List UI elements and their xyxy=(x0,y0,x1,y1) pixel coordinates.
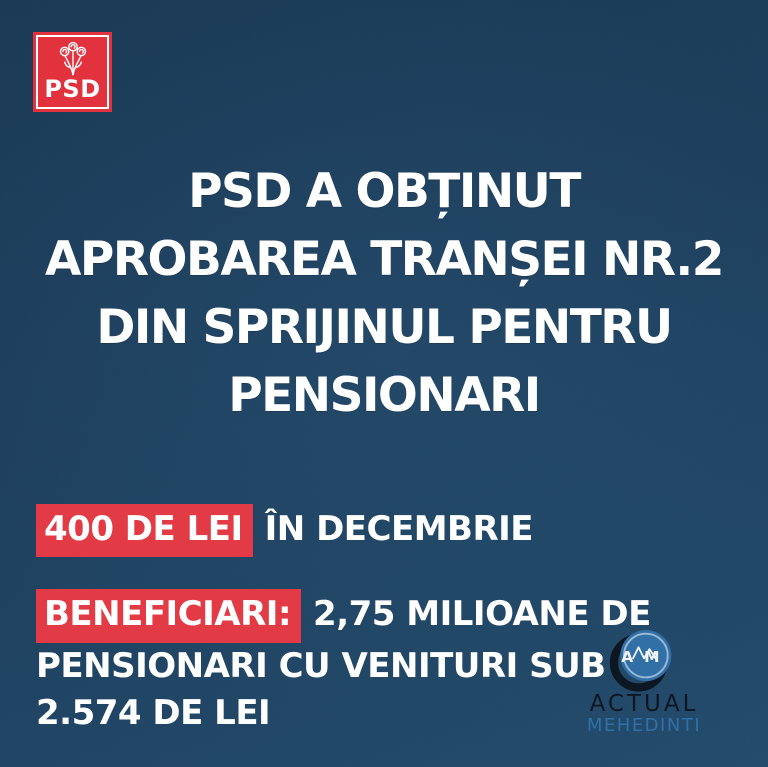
headline-line-2: APROBAREA TRANȘEI NR.2 xyxy=(45,232,723,287)
headline xyxy=(18,158,750,430)
amount-row xyxy=(36,504,744,557)
beneficiaries-line-3: 2.574 DE LEI xyxy=(36,693,271,733)
headline-line-1: PSD A OBȚINUT xyxy=(188,164,580,219)
watermark-title: ACTUAL xyxy=(589,691,699,717)
beneficiaries-text-1: 2,75 MILIOANE DE xyxy=(313,594,651,634)
psd-logo xyxy=(33,32,112,112)
watermark-subtitle: MEHEDINTI xyxy=(586,715,702,736)
psd-logo-label: PSD xyxy=(44,75,101,103)
beneficiaries-highlight: BENEFICIARI: xyxy=(36,589,301,643)
headline-line-3: DIN SPRIJINUL PENTRU xyxy=(96,300,672,355)
actual-mehedinti-badge-icon xyxy=(603,620,685,702)
beneficiaries-line-2: PENSIONARI CU VENITURI SUB xyxy=(36,646,606,686)
watermark xyxy=(571,620,717,736)
psd-roses-icon xyxy=(53,39,93,77)
watermark-monogram: AM xyxy=(621,647,671,666)
amount-rest: ÎN DECEMBRIE xyxy=(264,509,534,549)
headline-line-4: PENSIONARI xyxy=(228,368,540,423)
amount-highlight: 400 DE LEI xyxy=(36,504,253,557)
